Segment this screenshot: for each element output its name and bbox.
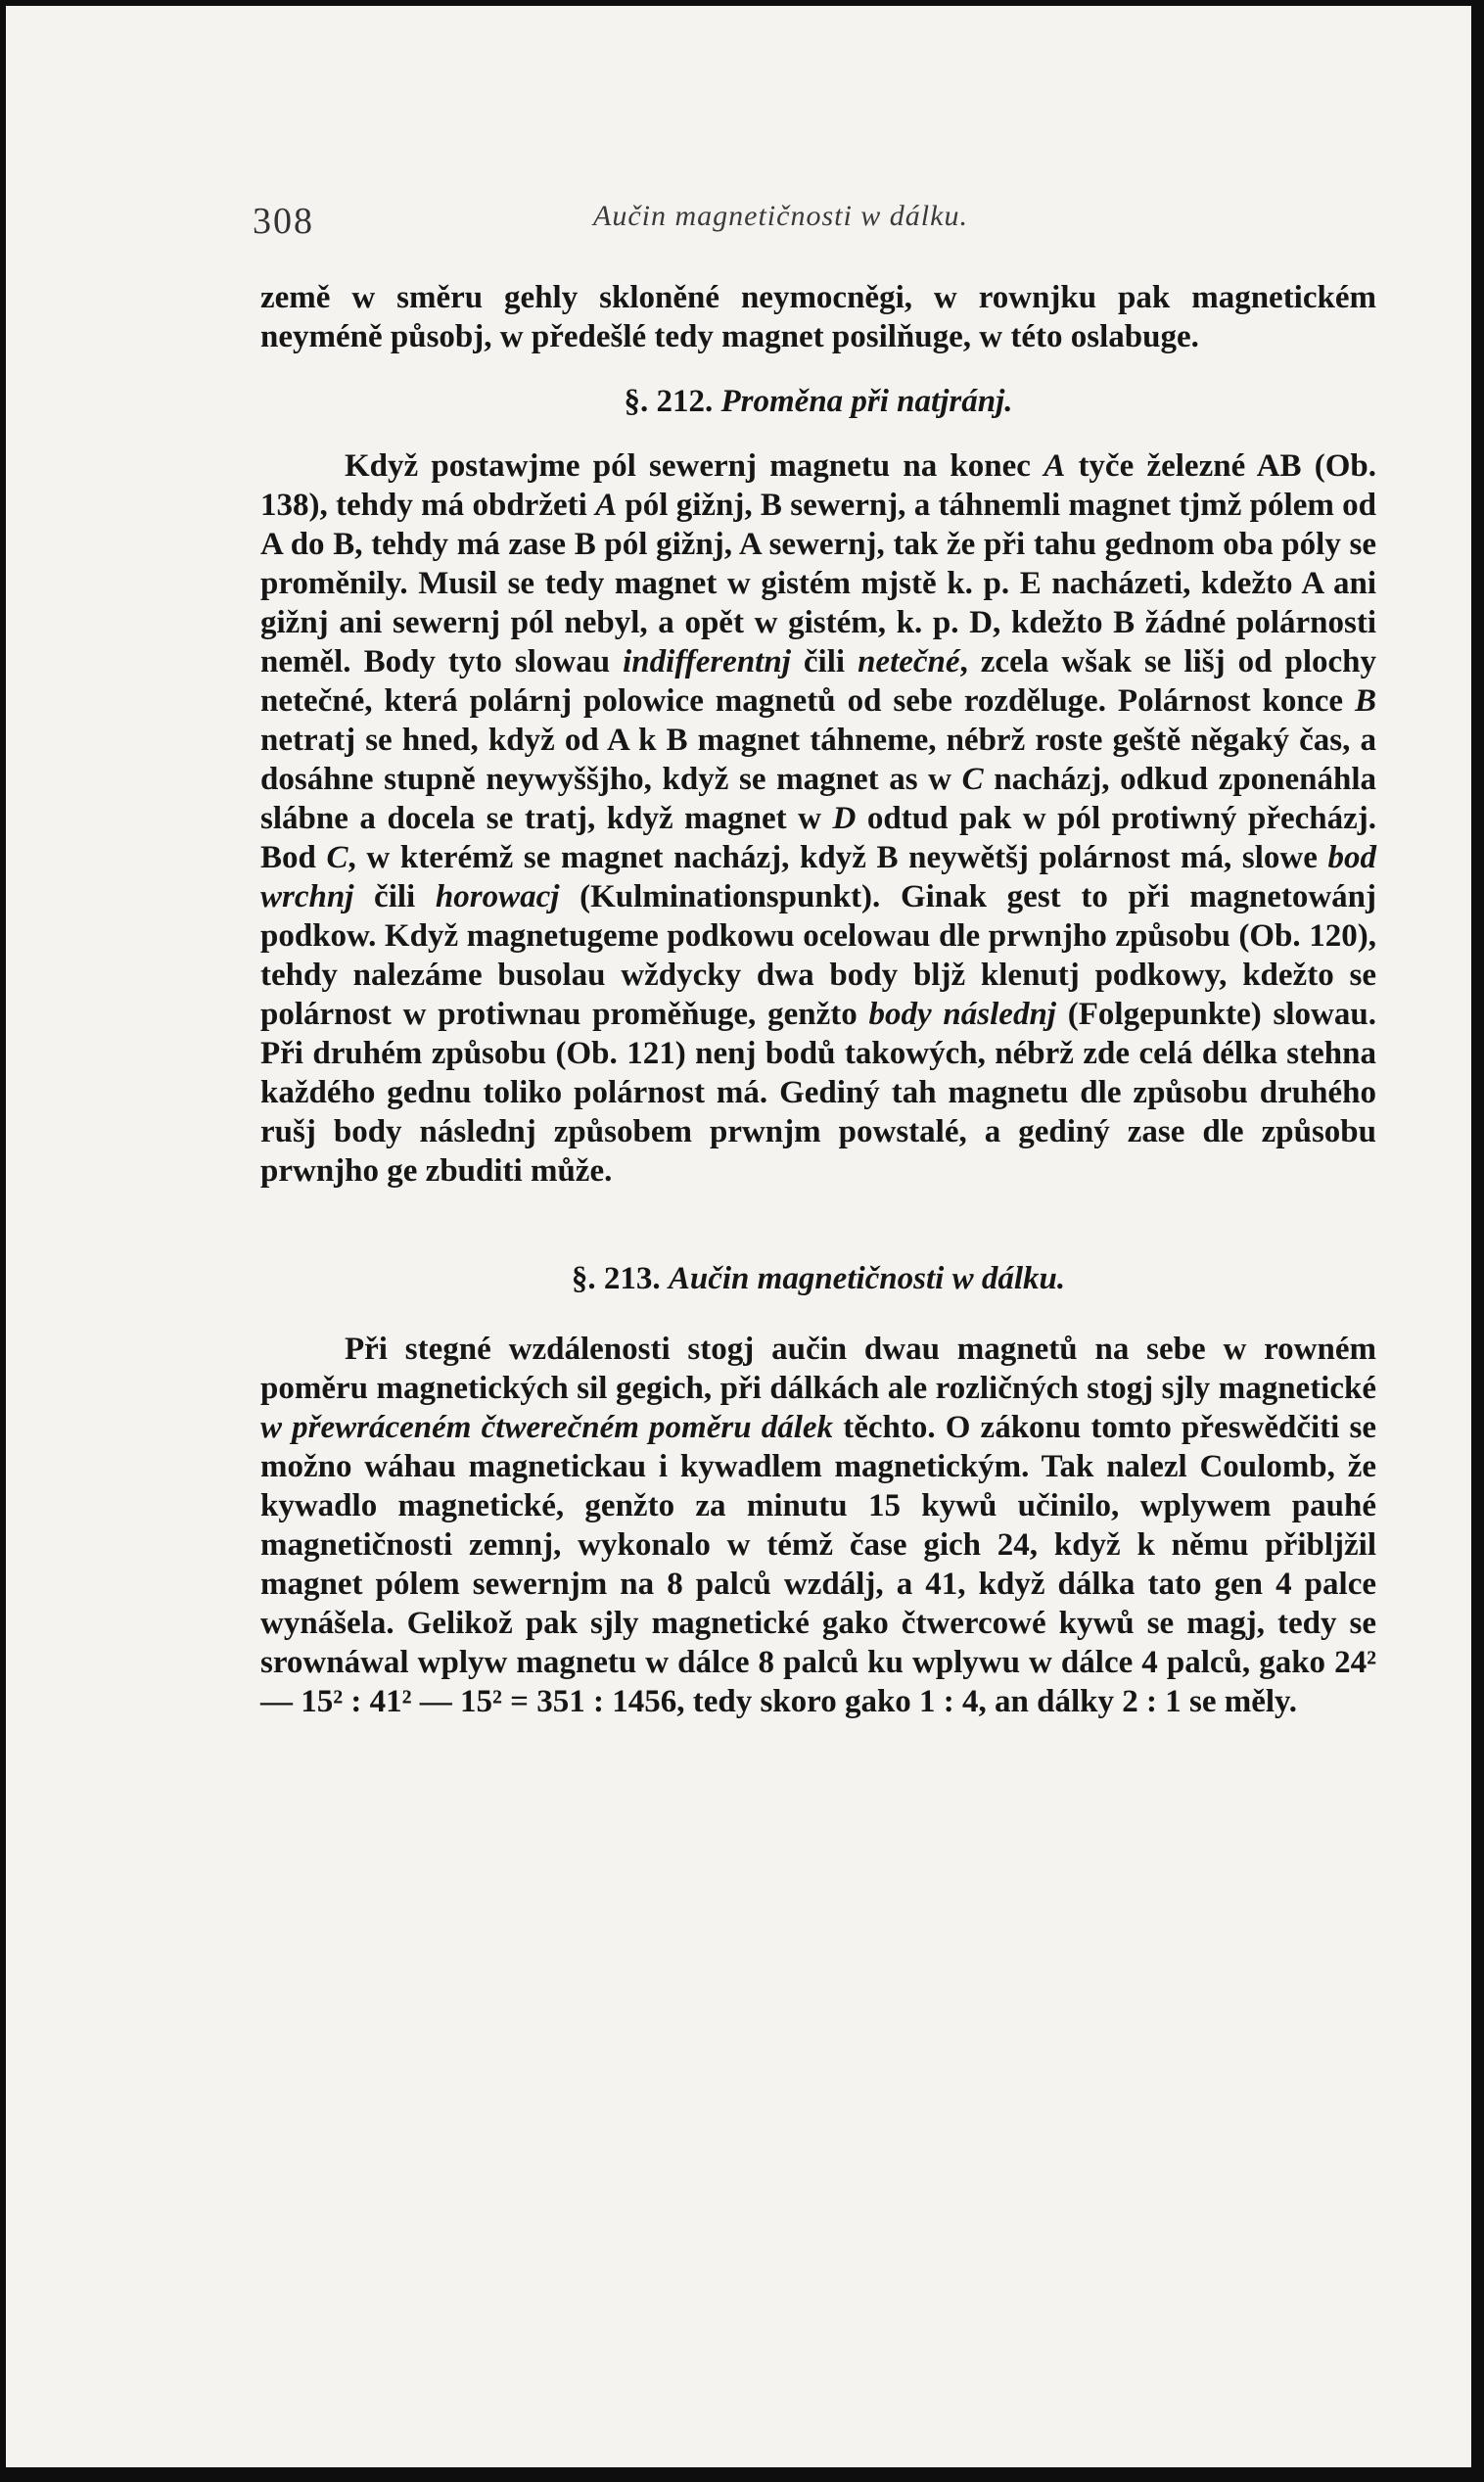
section-title: Proměna při natjránj.	[720, 384, 1013, 419]
page-body	[260, 278, 1376, 1721]
section-number: §. 213.	[571, 1261, 661, 1296]
paragraph-continuation: země w směru gehly skloněné neymocněgi, w rownjku pak magnetickém neyméně působj, w předešlé tedy magnet posilňuge, w této oslabuge.	[260, 280, 1376, 354]
running-title: Aučin magnetičnosti w dálku.	[593, 200, 968, 232]
page-header	[253, 200, 1378, 249]
section-heading-213	[260, 1259, 1376, 1298]
section-title: Aučin magnetičnosti w dálku.	[668, 1261, 1066, 1296]
page-number: 308	[253, 201, 314, 242]
paragraph-section-213: Při stegné wzdálenosti stogj aučin dwau magnetů na sebe w rowném poměru magnetických sil gegich, při dálkách ale rozličných stogj sjly magnetické w přewráceném čtwerečném poměru dálek těchto. O zákonu tomto přeswědčiti se možno wáhau magnetickau i kywadlem magnetickým. Tak nalezl Coulomb, že kywadlo magnetické, genžto za minutu 15 kywů učinilo, wplywem pauhé magnetičnosti zemnj, wykonalo w témž čase gich 24, když k němu přibljžil magnet pólem sewernjm na 8 palců wzdálj, a 41, když dálka tato gen 4 palce wynášela. Gelikož pak sjly magnetické gako čtwercowé kywů se magj, tedy se srownáwal wplyw magnetu w dálce 8 palců ku wplywu w dálce 4 palců, gako 24² — 15² : 41² — 15² = 351 : 1456, tedy skoro gako 1 : 4, an dálky 2 : 1 se měly.	[260, 1332, 1376, 1719]
section-number: §. 212.	[624, 384, 714, 419]
section-heading-212	[260, 382, 1376, 421]
book-page	[6, 6, 1471, 2467]
paragraph-section-212: Když postawjme pól sewernj magnetu na konec A tyče železné AB (Ob. 138), tehdy má obdržeti A pól gižnj, B sewernj, a táhnemli magnet tjmž pólem od A do B, tehdy má zase B pól gižnj, A sewernj, tak že při tahu gednom oba póly se proměnily. Musil se tedy magnet w gistém mjstě k. p. E nacházeti, kdežto A ani gižnj ani sewernj pól nebyl, a opět w gistém, k. p. D, kdežto B žádné polárnosti neměl. Body tyto slowau indifferentnj čili netečné, zcela wšak se lišj od plochy netečné, která polárnj polowice magnetů od sebe rozděluge. Polárnost konce B netratj se hned, když od A k B magnet táhneme, nébrž roste geště něgaký čas, a dosáhne stupně neywyššjho, když se magnet as w C nacházj, odkud zponenáhla slábne a docela se tratj, když magnet w D odtud pak w pól protiwný přecházj. Bod C, w kterémž se magnet nacházj, když B neywětšj polárnost má, slowe bod wrchnj čili horowacj (Kulminationspunkt). Ginak gest to při magnetowánj podkow. Když magnetugeme podkowu ocelowau dle prwnjho způsobu (Ob. 120), tehdy nalezáme busolau wždycky dwa body bljž klenutj podkowy, kdežto se polárnost w protiwnau proměňuge, genžto body následnj (Folgepunkte) slowau. Při druhém způsobu (Ob. 121) nenj bodů takowých, nébrž zde celá délka stehna každého gednu toliko polárnost má. Gediný tah magnetu dle způsobu druhého rušj body následnj způsobem prwnjm powstalé, a gediný zase dle způsobu prwnjho ge zbuditi může.	[260, 448, 1377, 1189]
